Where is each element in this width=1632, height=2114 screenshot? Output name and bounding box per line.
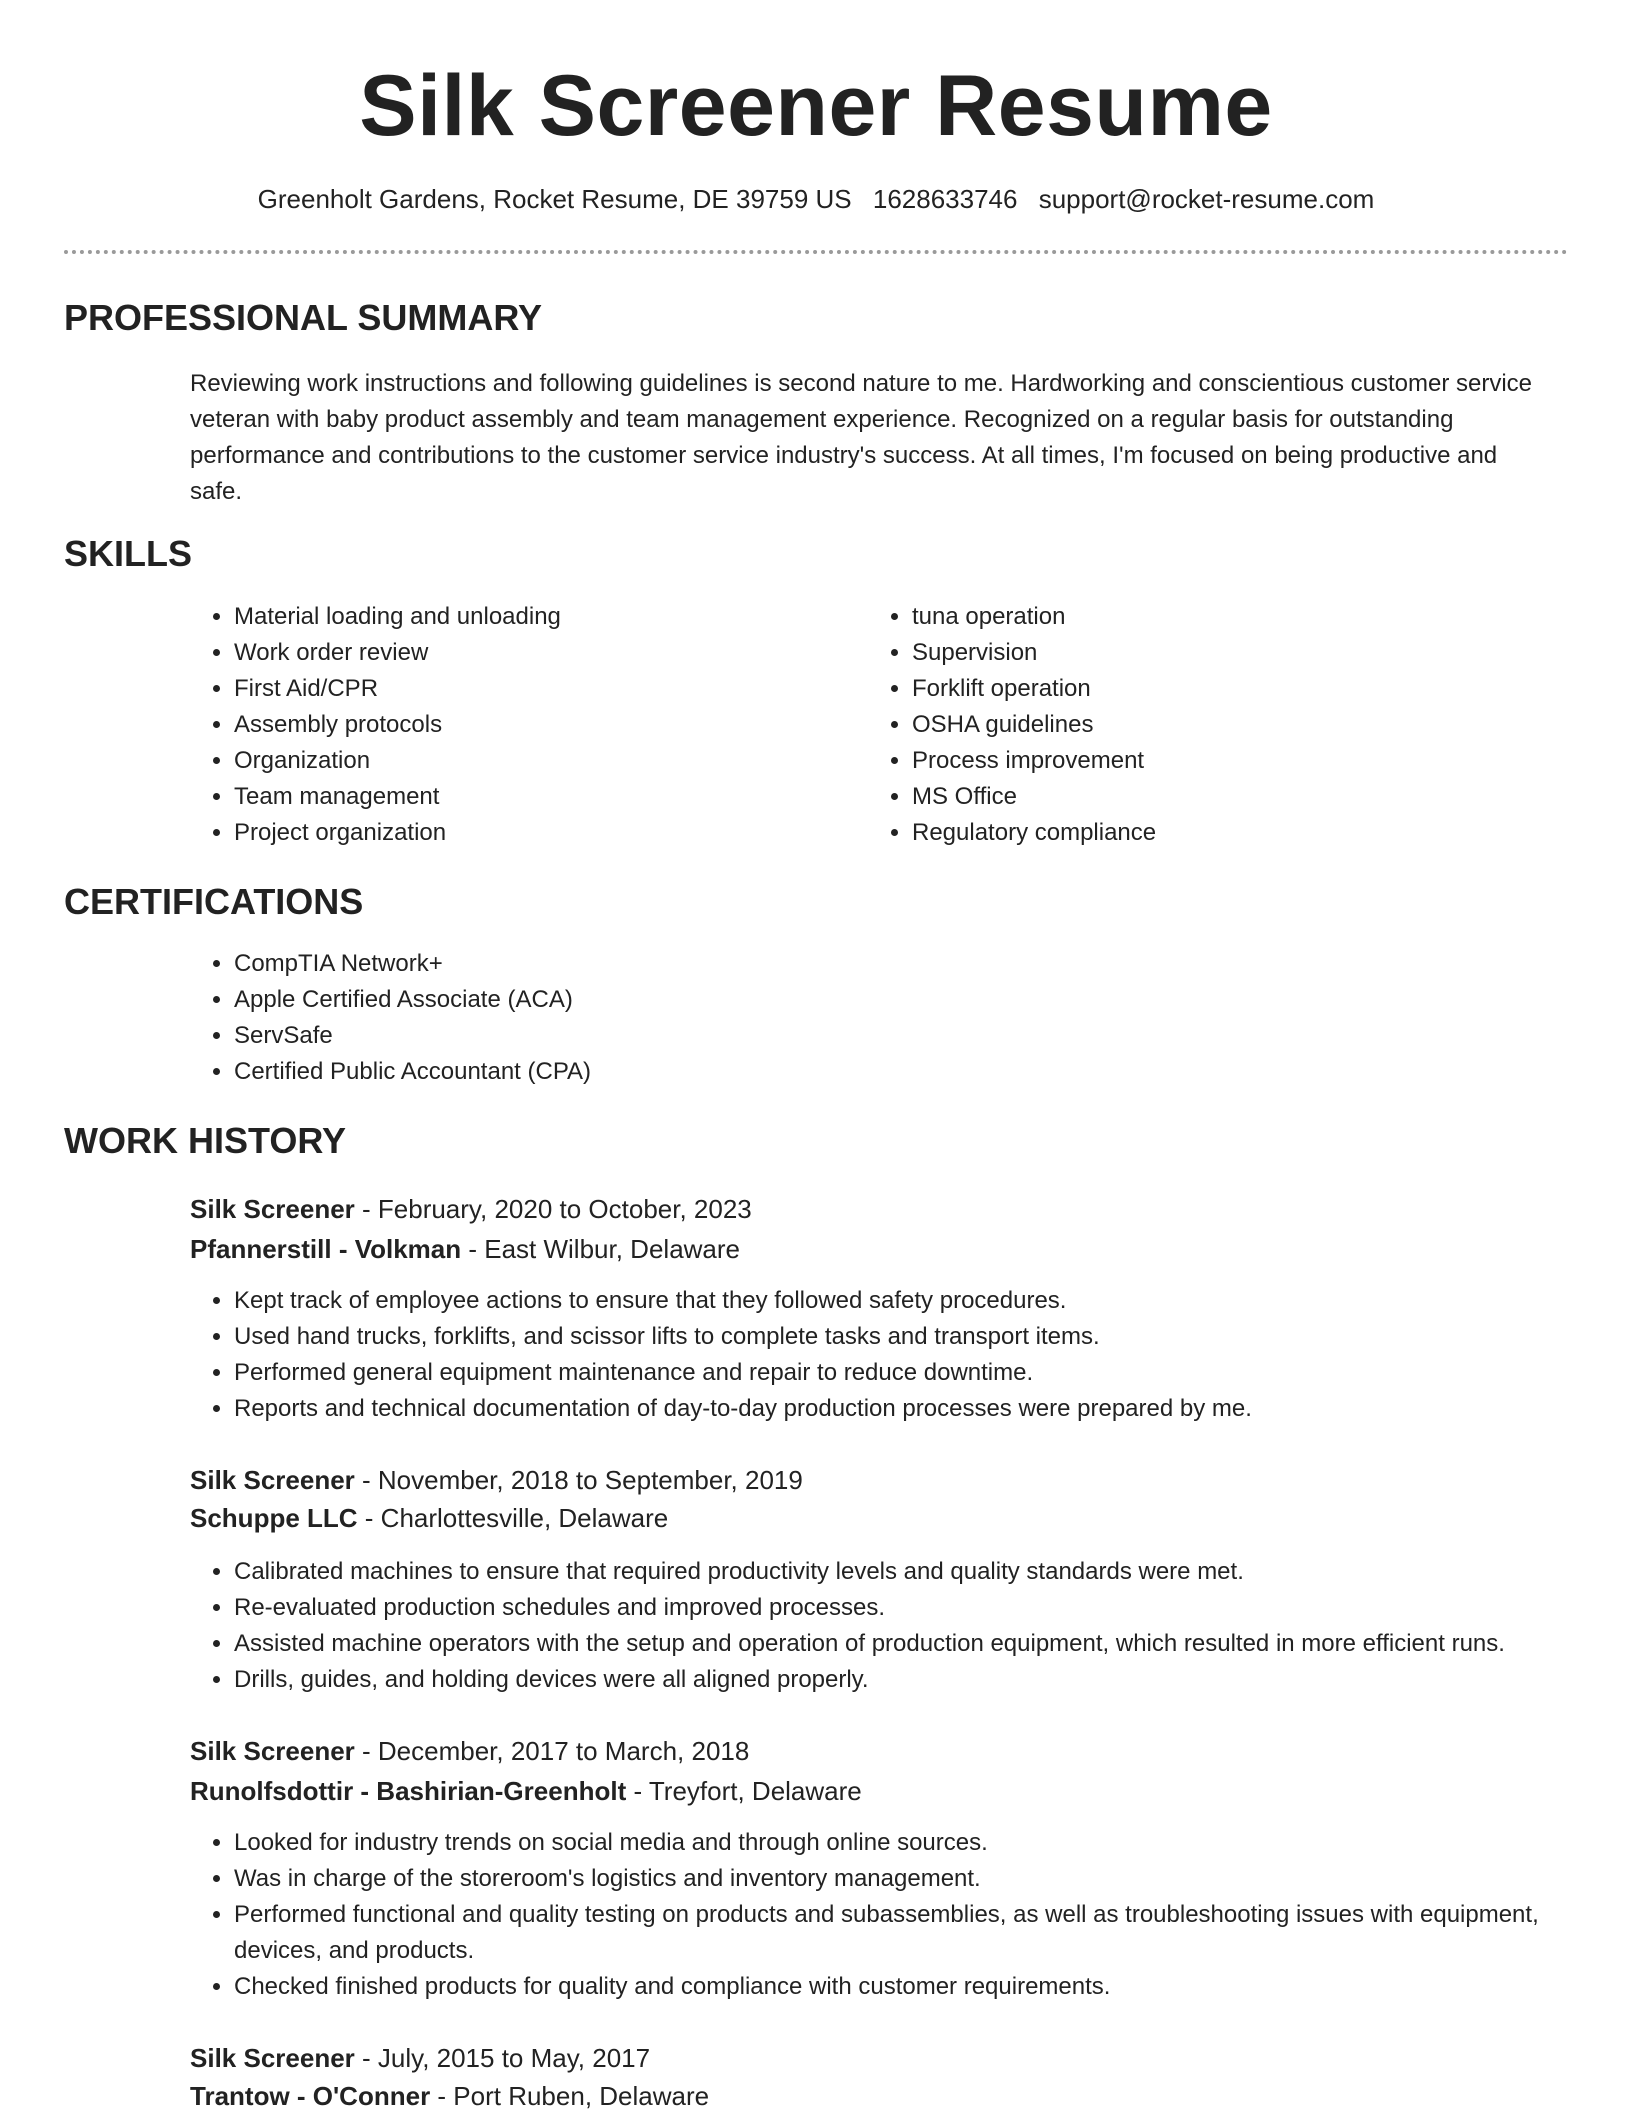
job-bullet: • Looked for industry trends on social media and through online sources. [234, 1825, 1564, 1861]
job-bullet: • Assisted machine operators with the setup and operation of production equipment, which resulted in more efficient runs. [234, 1626, 1632, 1662]
job-company: Pfannerstill - Volkman [190, 1234, 462, 1264]
job-company: Schuppe LLC [190, 1503, 358, 1533]
job-dates: - July, 2015 to May, 2017 [354, 2043, 651, 2073]
skill-item: • Supervision [912, 635, 1512, 671]
skill-item: • First Aid/CPR [234, 671, 834, 707]
job-bullet: • Used hand trucks, forklifts, and scissor lifts to complete tasks and transport items. [234, 1319, 1614, 1355]
job-role: Silk Screener [190, 1465, 355, 1495]
certification-item: • CompTIA Network+ [234, 946, 1434, 982]
job-company: Runolfsdottir - Bashirian-Greenholt [190, 1776, 627, 1806]
job-bullet: • Calibrated machines to ensure that required productivity levels and quality standards were met. [234, 1554, 1632, 1590]
skill-item: • Material loading and unloading [234, 599, 834, 635]
contact-line [0, 181, 1632, 217]
skill-item: • Work order review [234, 635, 834, 671]
skill-item: • MS Office [912, 779, 1512, 815]
job-bullet: • Reports and technical documentation of day-to-day production processes were prepared by me. [234, 1391, 1614, 1427]
job-bullet: • Drills, guides, and holding devices were all aligned properly. [234, 1662, 1632, 1698]
job-dates: - February, 2020 to October, 2023 [354, 1194, 752, 1224]
skill-item: • Assembly protocols [234, 707, 834, 743]
job-title-line [190, 2040, 650, 2076]
job-company-line [190, 2078, 709, 2114]
job-bullet: • Re-evaluated production schedules and improved processes. [234, 1590, 1632, 1626]
job-bullet: • Checked finished products for quality and compliance with customer requirements. [234, 1969, 1564, 2005]
job-location: - East Wilbur, Delaware [461, 1234, 741, 1264]
job-location: - Treyfort, Delaware [626, 1776, 862, 1806]
contact-phone: 1628633746 [872, 184, 1018, 214]
summary-heading: PROFESSIONAL SUMMARY [64, 297, 543, 338]
certifications-heading: CERTIFICATIONS [64, 881, 364, 922]
header-divider [64, 250, 1568, 254]
job-title-line [190, 1191, 752, 1227]
skill-item: • OSHA guidelines [912, 707, 1512, 743]
job-dates: - December, 2017 to March, 2018 [354, 1736, 750, 1766]
job-location: - Charlottesville, Delaware [357, 1503, 669, 1533]
job-location: - Port Ruben, Delaware [430, 2081, 710, 2111]
job-bullets [190, 1283, 1614, 1427]
certification-item: • Apple Certified Associate (ACA) [234, 982, 1434, 1018]
job-bullet: • Performed general equipment maintenance and repair to reduce downtime. [234, 1355, 1614, 1391]
job-role: Silk Screener [190, 2043, 355, 2073]
job-company-line [190, 1500, 668, 1536]
certification-item: • ServSafe [234, 1018, 1434, 1054]
summary-text: Reviewing work instructions and following guidelines is second nature to me. Hardworking and conscientious customer service veteran with baby product assembly and team management experience. Recognized on a regular basis for outstanding performance and contributions to the customer service industry's success. At all times, I'm focused on being productive and safe. [190, 370, 1532, 505]
job-bullets [190, 1554, 1632, 1698]
job-dates: - November, 2018 to September, 2019 [354, 1465, 803, 1495]
skill-item: • Project organization [234, 815, 834, 851]
resume-title: Silk Screener Resume [359, 58, 1273, 154]
job-role: Silk Screener [190, 1194, 355, 1224]
job-role: Silk Screener [190, 1736, 355, 1766]
job-company-line [190, 1773, 862, 1809]
skill-item: • Regulatory compliance [912, 815, 1512, 851]
certifications-list [190, 946, 1434, 1090]
job-title-line [190, 1733, 749, 1769]
skill-item: • Forklift operation [912, 671, 1512, 707]
skills-heading: SKILLS [64, 533, 193, 574]
skills-list-right [868, 599, 1512, 851]
job-bullets [190, 1825, 1564, 2005]
contact-address: Greenholt Gardens, Rocket Resume, DE 39759 US [257, 184, 852, 214]
skill-item: • tuna operation [912, 599, 1512, 635]
skill-item: • Organization [234, 743, 834, 779]
job-company-line [190, 1231, 740, 1267]
contact-email[interactable]: support@rocket-resume.com [1038, 184, 1375, 214]
skills-list-left [190, 599, 834, 851]
job-company: Trantow - O'Conner [190, 2081, 431, 2111]
skill-item: • Process improvement [912, 743, 1512, 779]
job-title-line [190, 1462, 803, 1498]
work-history-heading: WORK HISTORY [64, 1120, 347, 1161]
certification-item: • Certified Public Accountant (CPA) [234, 1054, 1434, 1090]
skill-item: • Team management [234, 779, 834, 815]
job-bullet: • Kept track of employee actions to ensure that they followed safety procedures. [234, 1283, 1614, 1319]
job-bullet: • Was in charge of the storeroom's logistics and inventory management. [234, 1861, 1564, 1897]
job-bullet: • Performed functional and quality testing on products and subassemblies, as well as troubleshooting issues with equipment, devices, and products. [234, 1897, 1564, 1969]
